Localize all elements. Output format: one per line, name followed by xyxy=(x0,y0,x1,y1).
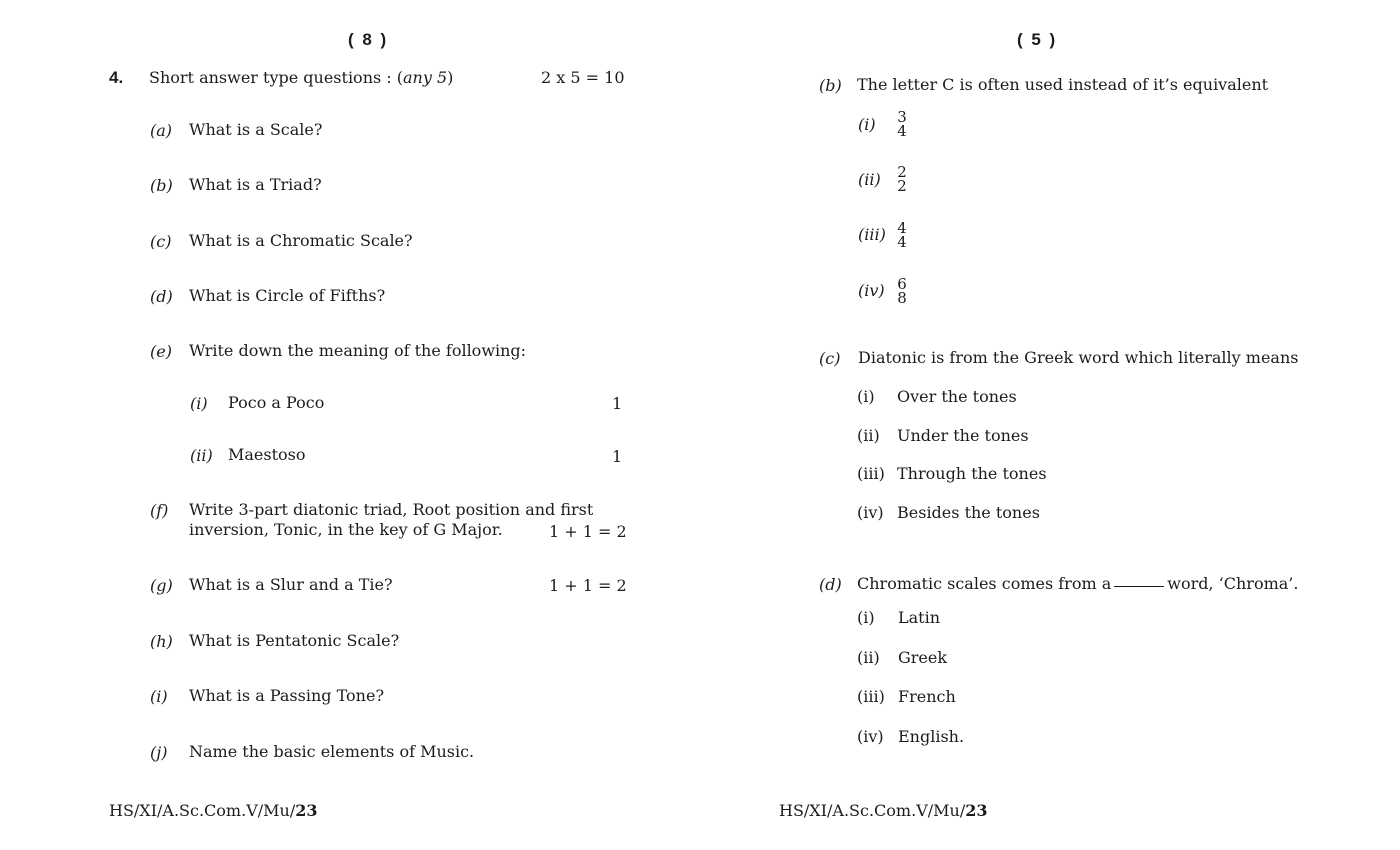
option-text: French xyxy=(898,687,956,706)
item-label: (h) xyxy=(150,632,173,651)
question-number: 4. xyxy=(109,68,124,87)
item-label: (g) xyxy=(150,576,173,595)
option-text: Over the tones xyxy=(897,387,1017,406)
item-label: (i) xyxy=(150,687,168,706)
subitem-label: (ii) xyxy=(190,446,213,465)
item-label: (c) xyxy=(819,349,841,368)
option-label: (iii) xyxy=(857,464,885,483)
item-text: What is a Triad? xyxy=(189,175,322,194)
option-text: Under the tones xyxy=(897,426,1029,445)
item-marks: 1 + 1 = 2 xyxy=(549,576,627,595)
option-label: (iv) xyxy=(857,503,884,522)
item-text: What is Circle of Fifths? xyxy=(189,286,386,305)
option-text: Besides the tones xyxy=(897,503,1040,522)
subitem-text: Maestoso xyxy=(228,445,306,464)
time-signature: 4 4 xyxy=(897,219,907,251)
option-label: (i) xyxy=(857,608,875,627)
option-label: (ii) xyxy=(857,426,880,445)
fill-in-blank xyxy=(1114,585,1164,587)
page-number: ( 5 ) xyxy=(1017,30,1058,49)
footer-code: HS/XI/A.Sc.Com.V/Mu/23 xyxy=(109,801,318,820)
item-label: (b) xyxy=(819,76,842,95)
time-signature: 3 4 xyxy=(897,108,907,140)
item-label: (e) xyxy=(150,342,172,361)
question-title: Short answer type questions : (any 5) xyxy=(149,68,454,87)
item-text: Diatonic is from the Greek word which literally means xyxy=(858,348,1299,367)
item-text: Write 3-part diatonic triad, Root position and first xyxy=(189,500,594,519)
item-text: What is Pentatonic Scale? xyxy=(189,631,400,650)
item-text: Chromatic scales comes from a word, ‘Chroma’. xyxy=(857,574,1299,593)
item-text: What is a Slur and a Tie? xyxy=(189,575,393,594)
option-text: Greek xyxy=(898,648,948,667)
subitem-text: Poco a Poco xyxy=(228,393,325,412)
option-label: (iv) xyxy=(858,281,885,300)
item-label: (a) xyxy=(150,121,173,140)
option-text: English. xyxy=(898,727,965,746)
item-marks: 1 + 1 = 2 xyxy=(549,522,627,541)
footer-code: HS/XI/A.Sc.Com.V/Mu/23 xyxy=(779,801,988,820)
option-label: (iii) xyxy=(858,225,886,244)
option-text: Through the tones xyxy=(897,464,1047,483)
time-signature: 6 8 xyxy=(897,275,907,307)
option-text: Latin xyxy=(898,608,941,627)
question-marks: 2 x 5 = 10 xyxy=(541,68,625,87)
time-signature: 2 2 xyxy=(897,163,907,195)
item-text: The letter C is often used instead of it’s equivalent xyxy=(857,75,1269,94)
option-label: (ii) xyxy=(857,648,880,667)
page-number: ( 8 ) xyxy=(348,30,389,49)
item-text: What is a Scale? xyxy=(189,120,323,139)
item-text: What is a Chromatic Scale? xyxy=(189,231,413,250)
option-label: (ii) xyxy=(858,170,881,189)
subitem-label: (i) xyxy=(190,394,208,413)
item-text: What is a Passing Tone? xyxy=(189,686,385,705)
item-label: (f) xyxy=(150,501,169,520)
item-label: (d) xyxy=(150,287,173,306)
subitem-marks: 1 xyxy=(612,447,623,466)
item-label: (j) xyxy=(150,743,168,762)
option-label: (iv) xyxy=(857,727,884,746)
item-text: Name the basic elements of Music. xyxy=(189,742,475,761)
option-label: (iii) xyxy=(857,687,885,706)
item-text-cont: inversion, Tonic, in the key of G Major. xyxy=(189,520,503,539)
item-text: Write down the meaning of the following: xyxy=(189,341,527,360)
item-label: (b) xyxy=(150,176,173,195)
option-label: (i) xyxy=(858,115,876,134)
option-label: (i) xyxy=(857,387,875,406)
subitem-marks: 1 xyxy=(612,394,623,413)
item-label: (c) xyxy=(150,232,172,251)
item-label: (d) xyxy=(819,575,842,594)
